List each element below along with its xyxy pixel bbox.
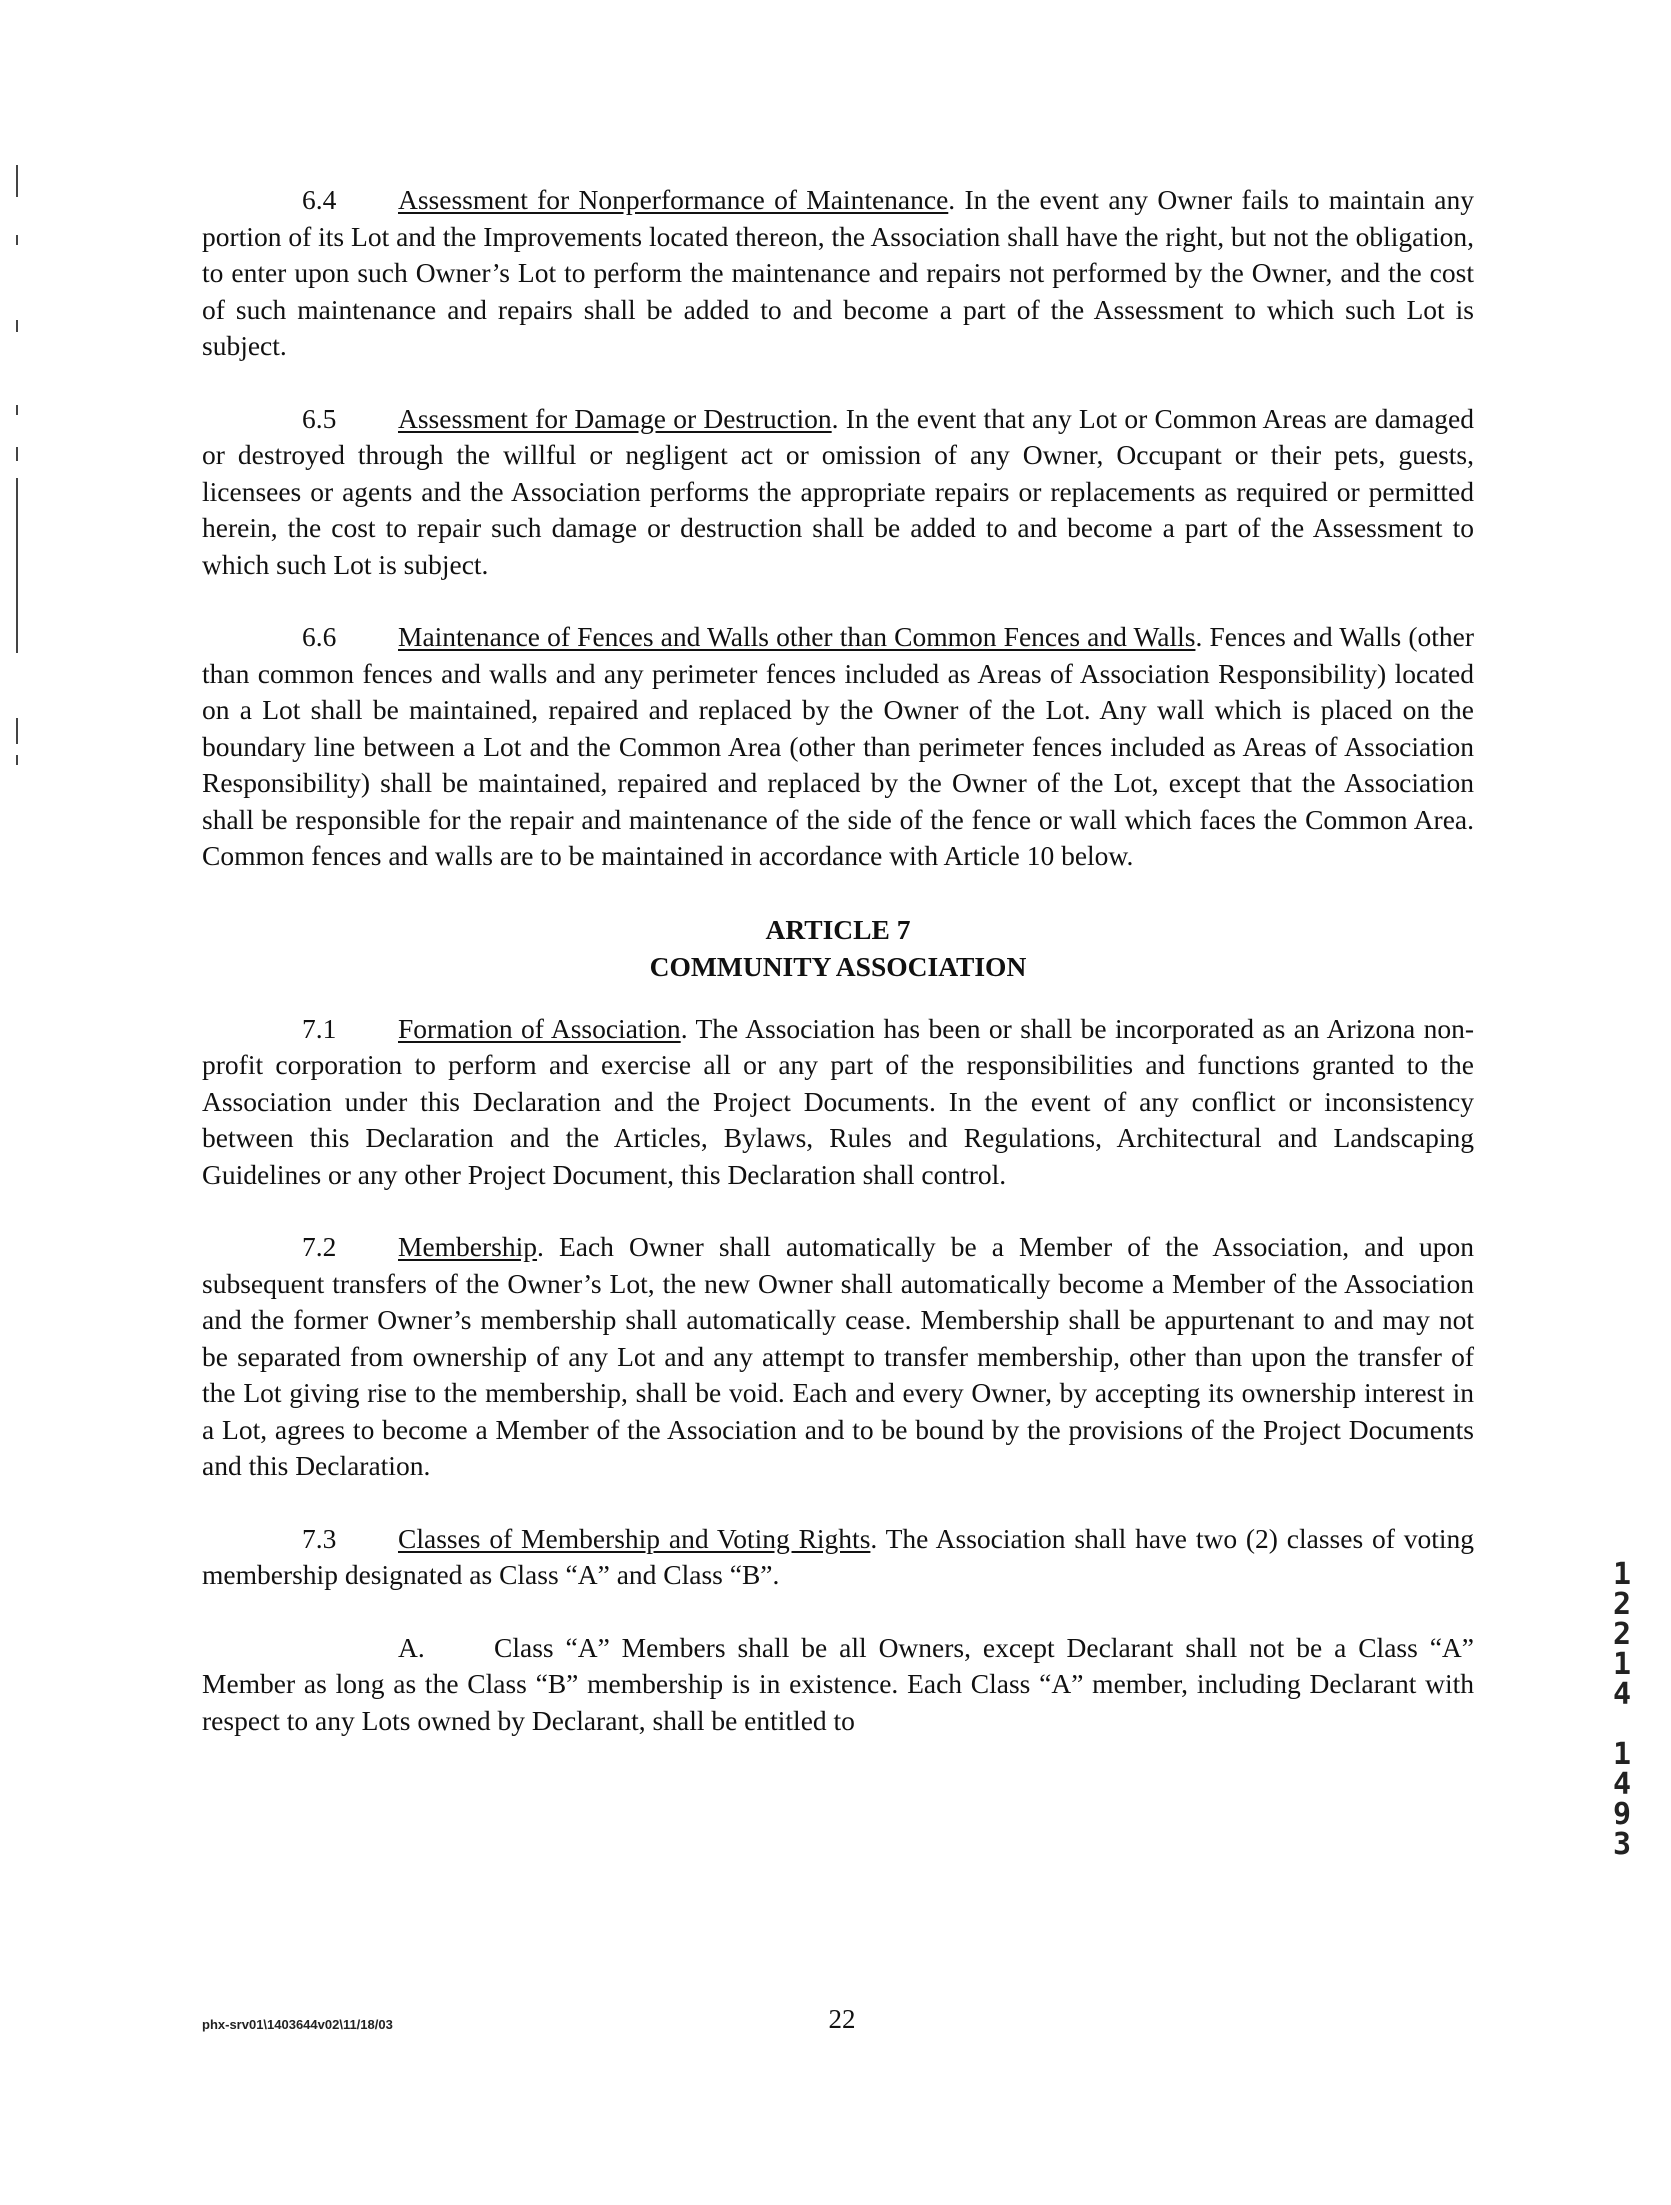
section-7-2 xyxy=(202,1229,1474,1485)
section-number: 7.1 xyxy=(302,1012,337,1044)
section-title: Formation of Association xyxy=(398,1012,681,1044)
section-text: . In the event any Owner fails to maintain any portion of its Lot and the Improvements located thereon, the Association shall have the right, but not the obligation, to enter upon such Owner’s Lot to perform the maintenance and repairs not performed by the Owner, and the cost of such maintenance and repairs shall be added to and become a part of the Assessment to which such Lot is subject. xyxy=(202,184,1474,361)
section-number: 6.5 xyxy=(302,402,337,434)
article-heading xyxy=(202,911,1474,985)
stamp-digit: 3 xyxy=(1612,1827,1632,1862)
stamp-digit: 9 xyxy=(1612,1797,1632,1832)
section-number: 7.3 xyxy=(302,1522,337,1554)
stamp-digit: 2 xyxy=(1612,1617,1632,1652)
section-text: . The Association has been or shall be incorporated as an Arizona non-profit corporation to perform and exercise all or any part of the responsibilities and functions granted to the Association under this Declaration and the Project Documents. In the event of any conflict or inconsistency between this Declaration and the Articles, Bylaws, Rules and Regulations, Architectural and Landscaping Guidelines or any other Project Document, this Declaration shall control. xyxy=(202,1012,1474,1190)
stamp-digit: 1 xyxy=(1612,1647,1632,1682)
section-7-3 xyxy=(202,1521,1474,1594)
section-title: Assessment for Nonperformance of Maintenance xyxy=(398,184,949,215)
section-title: Maintenance of Fences and Walls other than Common Fences and Walls xyxy=(398,621,1196,652)
section-number: 6.6 xyxy=(302,621,337,652)
section-6-6 xyxy=(202,619,1474,875)
section-text: . In the event that any Lot or Common Areas are damaged or destroyed through the willful or negligent act or omission of any Owner, Occupant or their pets, guests, licensees or agents and the Association performs the appropriate repairs or replacements as required or permitted herein, the cost to repair such damage or destruction shall be added to and become a part of the Assessment to which such Lot is subject. xyxy=(202,402,1474,580)
section-text: . Fences and Walls (other than common fences and walls and any perimeter fences included as Areas of Association Responsibility) located on a Lot shall be maintained, repaired and replaced by the Owner of the Lot. Any wall which is placed on the boundary line between a Lot and the Common Area (other than perimeter fences included as Areas of Association Responsibility) shall be maintained, repaired and replaced by the Owner of the Lot, except that the Association shall be responsible for the repair and maintenance of the side of the fence or wall which faces the Common Area. Common fences and walls are to be maintained in accordance with Article 10 below. xyxy=(202,621,1474,871)
stamp-digit: 1 xyxy=(1612,1737,1632,1772)
document-id: phx-srv01\1403644v02\11/18/03 xyxy=(202,2017,393,2032)
section-number: 6.4 xyxy=(302,184,337,215)
section-6-5 xyxy=(202,401,1474,584)
article-title: COMMUNITY ASSOCIATION xyxy=(649,950,1027,982)
section-text: . Each Owner shall automatically be a Member of the Association, and upon subsequent transfers of the Owner’s Lot, the new Owner shall automatically become a Member of the Association and the former Owner’s membership shall automatically cease. Membership shall be appurtenant to and may not be separated from ownership of any Lot and any attempt to transfer membership, other than upon the transfer of the Lot giving rise to the membership, shall be void. Each and every Owner, by accepting its ownership interest in a Lot, agrees to become a Member of the Association and to be bound by the provisions of the Project Documents and this Declaration. xyxy=(202,1231,1474,1481)
section-7-1 xyxy=(202,1011,1474,1194)
stamp-digit: 4 xyxy=(1612,1677,1632,1712)
section-text: . The Association shall have two (2) classes of voting membership designated as Class “A” and Class “B”. xyxy=(202,1522,1474,1590)
subsection-a xyxy=(202,1630,1474,1740)
stamp-digit: 1 xyxy=(1612,1557,1632,1592)
document-body xyxy=(202,182,1474,1775)
stamp-digit: 2 xyxy=(1612,1587,1632,1622)
section-number: 7.2 xyxy=(302,1231,337,1262)
subsection-label: A. xyxy=(398,1631,425,1663)
section-title: Assessment for Damage or Destruction xyxy=(398,402,832,434)
section-title: Classes of Membership and Voting Rights xyxy=(398,1522,871,1554)
page-number: 22 xyxy=(828,2004,856,2034)
subsection-text: Class “A” Members shall be all Owners, except Declarant shall not be a Class “A” Member as long as the Class “B” membership is in existence. Each Class “A” member, including Declarant with respect to any Lots owned by Declarant, shall be entitled to xyxy=(202,1631,1474,1736)
section-title: Membership xyxy=(398,1231,538,1262)
stamp-digit: 4 xyxy=(1612,1767,1632,1802)
article-label: ARTICLE 7 xyxy=(765,913,911,945)
recording-number-stamp xyxy=(1604,1557,1640,1862)
section-6-4 xyxy=(202,182,1474,365)
